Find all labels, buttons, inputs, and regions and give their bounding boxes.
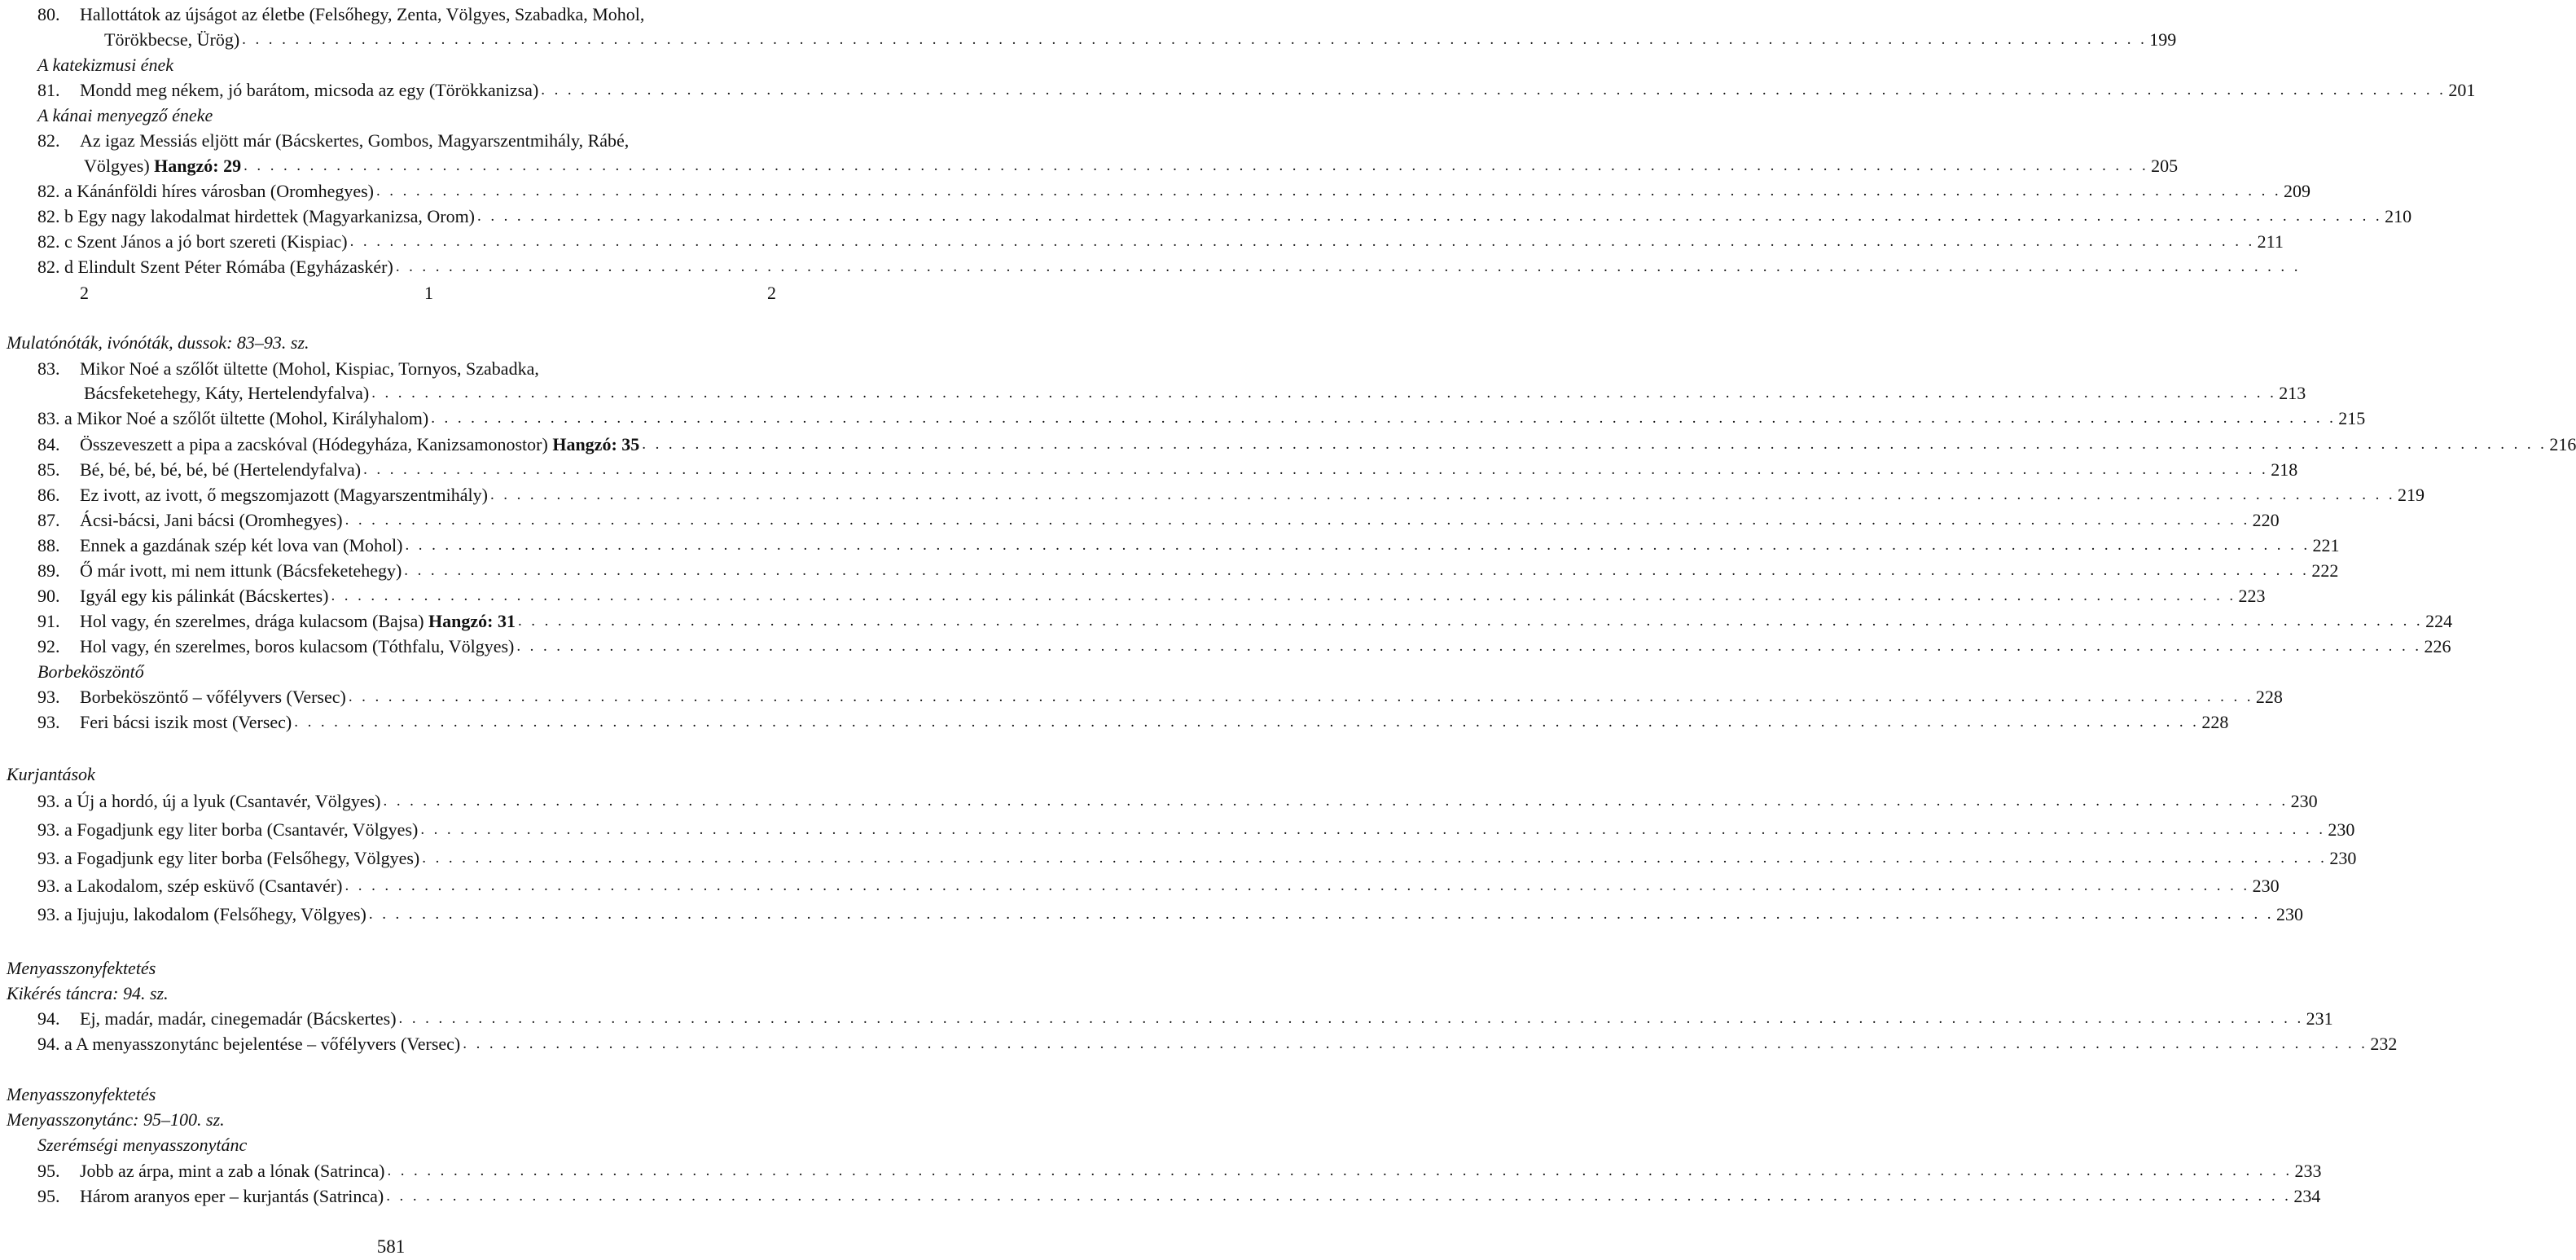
entry-number: 88. — [37, 535, 60, 555]
page-number: 216 — [2549, 434, 2576, 454]
entry-title: Törökbecse, Ürög) — [104, 29, 240, 50]
toc-entry — [0, 1183, 2321, 1209]
entry-title: Jobb az árpa, mint a zab a lónak (Satrinca) — [80, 1161, 385, 1181]
toc-entry — [0, 128, 782, 153]
entry-title: Borbeköszöntő – vőfélyvers (Versec) — [80, 687, 346, 707]
page-number: 230 — [2290, 791, 2318, 811]
section-heading: Menyasszonyfektetés — [7, 958, 156, 978]
page-number-part: 1 — [424, 283, 433, 303]
entry-number: 91. — [37, 611, 60, 631]
page-number: 234 — [2293, 1186, 2321, 1206]
page-number-part: 2 — [80, 283, 89, 303]
page-number: 222 — [2311, 560, 2339, 581]
dot-leader — [404, 558, 2309, 583]
entry-title — [84, 153, 244, 178]
page-number: 209 — [2284, 181, 2311, 201]
audio-reference: Hangzó: 31 — [428, 611, 516, 631]
page-number: 199 — [2149, 29, 2177, 50]
toc-entry — [0, 380, 2306, 406]
dot-leader — [363, 457, 2268, 482]
entry-title: Hol vagy, én szerelmes, boros kulacsom (Tóthfalu, Völgyes) — [80, 636, 515, 656]
dot-leader — [350, 229, 2255, 254]
dot-leader — [349, 684, 2253, 709]
dot-leader — [294, 709, 2199, 735]
entry-title-text: Hol vagy, én szerelmes, drága kulacsom (Bajsa) — [80, 611, 424, 631]
section-heading: Kikérés táncra: 94. sz. — [7, 983, 169, 1003]
toc-entry — [0, 873, 2280, 898]
toc-entry — [0, 634, 2451, 659]
page-number: 230 — [2329, 848, 2357, 868]
dot-leader — [242, 27, 2147, 52]
entry-title: 82. a Kánánföldi híres városban (Oromhegyes) — [37, 181, 374, 201]
page-number: 226 — [2424, 636, 2451, 656]
entry-number: 90. — [37, 586, 60, 606]
section-heading: Menyasszonytánc: 95–100. sz. — [7, 1109, 225, 1130]
page-number: 224 — [2425, 611, 2453, 631]
section-heading: Menyasszonyfektetés — [7, 1084, 156, 1104]
entry-title: Bácsfeketehegy, Káty, Hertelendyfalva) — [84, 383, 370, 403]
page-number: 201 — [2448, 80, 2476, 100]
entry-number: 82. — [37, 130, 60, 151]
dot-leader — [345, 873, 2250, 898]
toc-entry — [0, 27, 2177, 52]
entry-title: Igyál egy kis pálinkát (Bácskertes) — [80, 586, 329, 606]
entry-number: 84. — [37, 434, 60, 454]
page-number: 210 — [2385, 206, 2412, 226]
dot-leader — [345, 507, 2250, 533]
page-number: 228 — [2201, 712, 2229, 732]
entry-title: 82. c Szent János a jó bort szereti (Kispiac) — [37, 231, 348, 252]
entry-number: 80. — [37, 4, 60, 24]
toc-entry — [0, 254, 782, 279]
entry-number: 94. — [37, 1008, 60, 1029]
dot-leader — [477, 204, 2382, 229]
toc-entry — [0, 583, 2266, 608]
dot-leader — [431, 406, 2336, 431]
toc-entry — [0, 204, 2412, 229]
entry-title: Feri bácsi iszik most (Versec) — [80, 712, 292, 732]
entry-title: Ácsi-bácsi, Jani bácsi (Oromhegyes) — [80, 510, 343, 530]
entry-title: 93. a Új a hordó, új a lyuk (Csantavér, Völgyes) — [37, 791, 381, 811]
dot-leader — [399, 1006, 2304, 1031]
audio-reference: Hangzó: 29 — [154, 156, 242, 176]
dot-leader — [405, 533, 2310, 558]
dot-leader — [371, 380, 2276, 406]
entry-title: 93. a Fogadjunk egy liter borba (Csantavér, Völgyes) — [37, 819, 419, 840]
entry-number: 92. — [37, 636, 60, 656]
entry-title: 94. a A menyasszonytánc bejelentése – vőfélyvers (Versec) — [37, 1034, 461, 1054]
toc-entry — [0, 1006, 2333, 1031]
dot-leader — [387, 1158, 2292, 1183]
page-number: 220 — [2252, 510, 2280, 530]
section-heading: Kurjantások — [7, 764, 95, 784]
dot-leader — [516, 634, 2421, 659]
entry-number: 93. — [37, 712, 60, 732]
entry-title: Ő már ivott, mi nem ittunk (Bácsfeketehegy) — [80, 560, 402, 581]
page-number: 228 — [2255, 687, 2283, 707]
dot-leader — [369, 902, 2274, 927]
entry-number: 83. — [37, 358, 60, 379]
entry-title — [80, 608, 518, 634]
toc-entry — [0, 178, 2311, 204]
toc-entry — [0, 902, 2303, 927]
toc-entry — [0, 432, 2576, 457]
dot-leader — [541, 77, 2446, 103]
entry-title: Három aranyos eper – kurjantás (Satrinca) — [80, 1186, 384, 1206]
dot-leader — [463, 1031, 2368, 1056]
page-number: 233 — [2294, 1161, 2322, 1181]
page-number: 230 — [2252, 876, 2280, 896]
entry-title: Bé, bé, bé, bé, bé, bé (Hertelendyfalva) — [80, 459, 362, 480]
entry-title: Hallottátok az újságot az életbe (Felsőhegy, Zenta, Völgyes, Szabadka, Mohol, — [80, 4, 645, 24]
dot-leader — [642, 432, 2547, 457]
entry-number: 95. — [37, 1186, 60, 1206]
toc-entry — [0, 229, 2284, 254]
entry-number: 86. — [37, 485, 60, 505]
page-number: 205 — [2151, 156, 2179, 176]
entry-title: Az igaz Messiás eljött már (Bácskertes, Gombos, Magyarszentmihály, Rábé, — [80, 130, 630, 151]
entry-title: Ez ivott, az ivott, ő megszomjazott (Magyarszentmihály) — [80, 485, 488, 505]
dot-leader — [384, 788, 2289, 814]
section-subheading: Szerémségi menyasszonytánc — [37, 1135, 248, 1155]
entry-title: Ej, madár, madár, cinegemadár (Bácskertes) — [80, 1008, 397, 1029]
entry-number: 87. — [37, 510, 60, 530]
audio-reference: Hangzó: 35 — [552, 434, 640, 454]
entry-title: 82. b Egy nagy lakodalmat hirdettek (Magyarkanizsa, Orom) — [37, 206, 476, 226]
entry-number: 95. — [37, 1161, 60, 1181]
entry-title: 93. a Fogadjunk egy liter borba (Felsőhegy, Völgyes) — [37, 848, 420, 868]
toc-entry — [0, 1158, 2322, 1183]
entry-title — [80, 432, 642, 457]
page-number-part: 2 — [767, 283, 776, 303]
section-subheading: A katekizmusi ének — [37, 55, 173, 75]
entry-title: 83. a Mikor Noé a szőlőt ültette (Mohol, Királyhalom) — [37, 408, 429, 428]
toc-entry — [0, 507, 2280, 533]
toc-entry — [0, 608, 2453, 634]
toc-entry — [0, 406, 2366, 431]
entry-number: 89. — [37, 560, 60, 581]
dot-leader — [396, 254, 2301, 279]
page-number: 230 — [2328, 819, 2355, 840]
toc-entry — [0, 77, 2476, 103]
dot-leader — [331, 583, 2236, 608]
entry-title-text: Összeveszett a pipa a zacskóval (Hódegyháza, Kanizsamonostor) — [80, 434, 548, 454]
toc-entry — [0, 817, 2355, 842]
page-number: 223 — [2238, 586, 2266, 606]
dot-leader — [490, 482, 2395, 507]
entry-number: 81. — [37, 80, 60, 100]
page-number: 230 — [2275, 904, 2303, 924]
page-footer-number: 581 — [376, 1236, 406, 1257]
entry-title-text: Völgyes) — [84, 156, 150, 176]
dot-leader — [386, 1183, 2291, 1209]
entry-title: 93. a Lakodalom, szép esküvő (Csantavér) — [37, 876, 343, 896]
section-subheading: A kánai menyegző éneke — [37, 105, 213, 125]
dot-leader — [422, 845, 2327, 871]
entry-number: 85. — [37, 459, 60, 480]
page-number: 215 — [2338, 408, 2366, 428]
page-number: 218 — [2271, 459, 2298, 480]
toc-entry — [0, 558, 2339, 583]
entry-title: Ennek a gazdának szép két lova van (Mohol) — [80, 535, 403, 555]
page-number: 232 — [2370, 1034, 2398, 1054]
toc-entry — [0, 457, 2298, 482]
dot-leader — [376, 178, 2281, 204]
toc-entry — [0, 709, 2229, 735]
page-number: 213 — [2279, 383, 2306, 403]
toc-entry — [0, 482, 2425, 507]
toc-entry — [0, 684, 2283, 709]
toc-entry — [0, 356, 782, 381]
dot-leader — [244, 153, 2148, 178]
section-heading: Mulatónóták, ivónóták, dussok: 83–93. sz. — [7, 332, 309, 353]
entry-title: Mondd meg nékem, jó barátom, micsoda az egy (Törökkanizsa) — [80, 80, 539, 100]
entry-title: 82. d Elindult Szent Péter Rómába (Egyházaskér) — [37, 257, 393, 277]
entry-number: 93. — [37, 687, 60, 707]
page-number: 211 — [2257, 231, 2284, 252]
entry-title: Mikor Noé a szőlőt ültette (Mohol, Kispiac, Tornyos, Szabadka, — [80, 358, 539, 379]
toc-entry — [0, 2, 782, 27]
dot-leader — [518, 608, 2423, 634]
section-subheading: Borbeköszöntő — [37, 661, 144, 682]
toc-entry — [0, 1031, 2398, 1056]
dot-leader — [420, 817, 2325, 842]
page-number: 231 — [2306, 1008, 2333, 1029]
entry-title: 93. a Ijujuju, lakodalom (Felsőhegy, Völgyes) — [37, 904, 366, 924]
toc-entry — [0, 533, 2340, 558]
page-number: 221 — [2312, 535, 2340, 555]
toc-entry — [0, 153, 2179, 178]
page-number: 219 — [2398, 485, 2425, 505]
toc-entry — [0, 788, 2318, 814]
toc-entry — [0, 845, 2357, 871]
